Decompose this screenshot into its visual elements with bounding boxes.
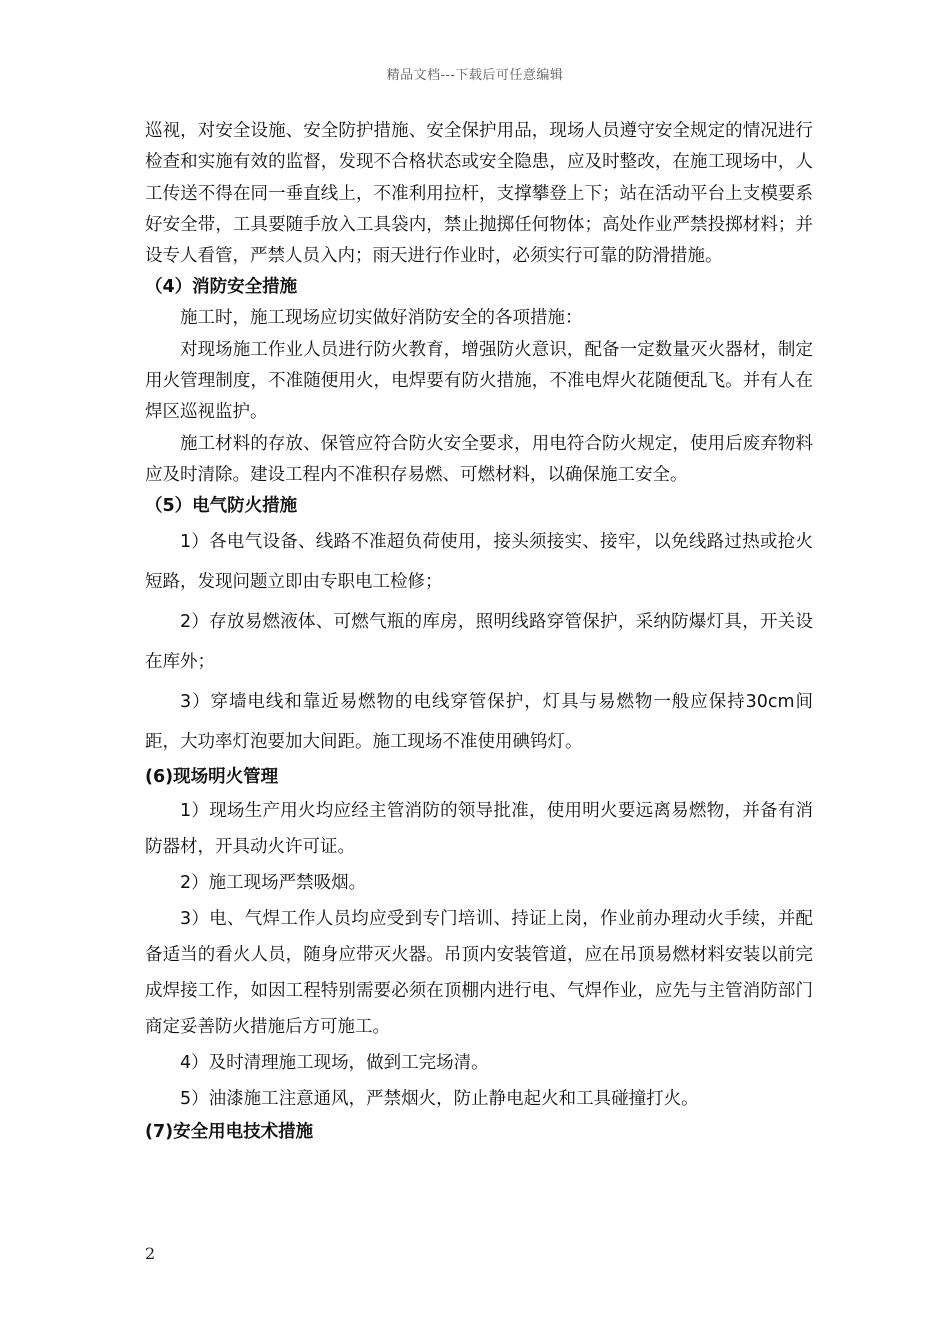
section-7-heading: (7)安全用电技术措施	[145, 1122, 314, 1143]
section-4-paragraph-3: 施工材料的存放、保管应符合防火安全要求，用电符合防火规定，使用后废弃物料应及时清除。建设工程内不准积存易燃、可燃材料，以确保施工安全。	[145, 433, 813, 485]
section-6-item-4: 4）及时清理施工现场，做到工完场清。	[180, 1053, 489, 1074]
section-5-item-3: 3）穿墙电线和靠近易燃物的电线穿管保护，灯具与易燃物一般应保持30cm间距，大功率灯泡要加大间距。施工现场不准使用碘钨灯。	[145, 692, 813, 753]
section-6-item-1: 1）现场生产用火均应经主管消防的领导批准，使用明火要远离易燃物，并备有消防器材，开具动火许可证。	[145, 801, 813, 858]
section-4-paragraph-2: 对现场施工作业人员进行防火教育，增强防火意识，配备一定数量灭火器材，制定用火管理制度，不准随便用火，电焊要有防火措施，不准电焊火花随便乱飞。并有人在焊区巡视监护。	[145, 339, 813, 423]
section-4-paragraph-1: 施工时，施工现场应切实做好消防安全的各项措施：	[180, 308, 583, 329]
section-5-item-1: 1）各电气设备、线路不准超负荷使用，接头须接实、接牢，以免线路过热或抢火短路，发现问题立即由专职电工检修；	[145, 532, 813, 593]
section-6-item-5: 5）油漆施工注意通风，严禁烟火，防止静电起火和工具碰撞打火。	[180, 1089, 699, 1110]
section-5-heading: （5）电气防火措施	[145, 496, 298, 517]
section-6-item-2: 2）施工现场严禁吸烟。	[180, 873, 367, 894]
page-number: 2	[145, 1244, 156, 1263]
page-header: 精品文档---下载后可任意编辑	[386, 68, 564, 83]
document-body	[145, 116, 813, 1148]
section-6-heading: (6)现场明火管理	[145, 767, 279, 788]
section-5-item-2: 2）存放易燃液体、可燃气瓶的库房，照明线路穿管保护，采纳防爆灯具，开关设在库外；	[145, 612, 813, 673]
section-4-heading: （4）消防安全措施	[145, 277, 298, 298]
section-6-item-3: 3）电、气焊工作人员均应受到专门培训、持证上岗，作业前办理动火手续，并配备适当的看火人员，随身应带灭火器。吊顶内安装管道，应在吊顶易燃材料安装以前完成焊接工作，如因工程特别需要必须在顶棚内进行电、气焊作业，应先与主管消防部门商定妥善防火措施后方可施工。	[145, 909, 813, 1038]
intro-paragraph: 巡视，对安全设施、安全防护措施、安全保护用品，现场人员遵守安全规定的情况进行检查和实施有效的监督，发现不合格状态或安全隐患，应及时整改，在施工现场中，人工传送不得在同一垂直线上，不准利用拉杆，支撑攀登上下；站在活动平台上支模要系好安全带，工具要随手放入工具袋内，禁止抛掷任何物体；高处作业严禁投掷材料；并设专人看管，严禁人员入内；雨天进行作业时，必须实行可靠的防滑措施。	[145, 121, 813, 267]
